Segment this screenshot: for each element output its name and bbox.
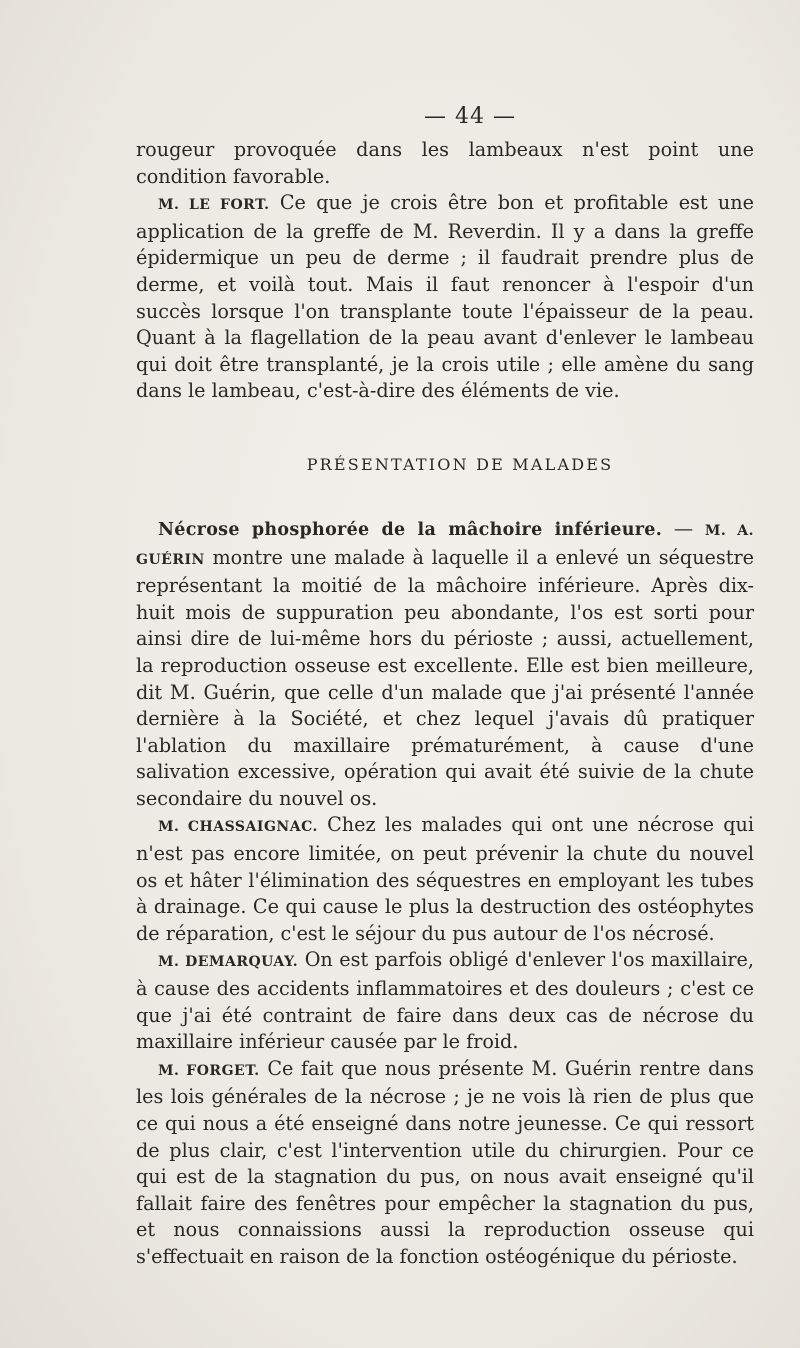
paragraph-demarquay [136,947,754,1055]
paragraph-chassaignac [136,812,754,947]
paragraph-forget [136,1056,754,1271]
page-number: — 44 — [424,104,516,129]
paragraph-demarquay-text: On est parfois obligé d'enlever l'os maxillaire, à cause des accidents inflammatoires et des douleurs ; c'est ce que j'ai été contraint de faire dans deux cas de nécrose du maxillaire inférieur causée par le froid. [136,948,754,1054]
paragraph-continuation: rougeur provoquée dans les lambeaux n'est point une condition favorable. [136,138,754,188]
section-title: PRÉSENTATION DE MALADES [306,454,614,474]
paragraph-guerin-text: montre une malade à laquelle il a enlevé un séquestre représentant la moitié de la mâchoire inférieure. Après dix-huit mois de suppuration peu abondante, l'os est sorti pour ainsi dire de lui-même hors du périoste ; aussi, actuellement, la reproduction osseuse est excellente. Elle est bien meilleure, dit M. Guérin, que celle d'un malade que j'ai présenté l'année dernière à la Société, et chez lequel j'avais dû pratiquer l'ablation du maxillaire prématurément, à cause d'une salivation excessive, opération qui avait été suivie de la chute secondaire du nouvel os. [136,545,754,810]
speaker-guerin: M. A. GUÉRIN [136,522,755,568]
speaker-le-fort: M. LE FORT. [158,197,270,214]
speaker-demarquay: M. DEMARQUAY. [158,954,299,971]
case-title: Nécrose phosphorée de la mâchoire inférieure. [158,519,663,540]
page-content [136,104,754,1271]
paragraph-chassaignac-text: Chez les malades qui ont une nécrose qui n'est pas encore limitée, on peut prévenir la chute du nouvel os et hâter l'élimination des séquestres en employant les tubes à drainage. Ce qui cause le plus la destruction des ostéophytes de réparation, c'est le séjour du pus autour de l'os nécrosé. [136,813,754,945]
speaker-chassaignac: M. CHASSAIGNAC. [158,819,318,836]
paragraph-forget-text: Ce fait que nous présente M. Guérin rentre dans les lois générales de la nécrose ; je ne vois là rien de plus que ce qui nous a été enseigné dans notre jeunesse. Ce qui ressort de plus clair, c'est l'intervention utile du chirurgien. Pour ce qui est de la stagnation du pus, on nous avait enseigné qu'il fallait faire des fenêtres pour empêcher la stagnation du pus, et nous connaissions aussi la reproduction osseuse qui s'effectuait en raison de la fonction ostéogénique du périoste. [136,1056,754,1268]
case-title-dash: — [673,516,694,540]
paragraph-case-guerin [136,516,754,813]
speaker-forget: M. FORGET. [158,1062,260,1079]
paragraph-le-fort-text: Ce que je crois être bon et profitable est une application de la greffe de M. Reverdin. Il y a dans la greffe épidermique un peu de derme ; il faudrait prendre plus de derme, et voilà tout. Mais il faut renoncer à l'espoir d'un succès lorsque l'on transplante toute l'épaisseur de la peau. Quant à la flagellation de la peau avant d'enlever le lambeau qui doit être transplanté, je la crois utile ; elle amène du sang dans le lambeau, c'est-à-dire des éléments de vie. [136,191,754,403]
paragraph-le-fort [136,190,754,405]
